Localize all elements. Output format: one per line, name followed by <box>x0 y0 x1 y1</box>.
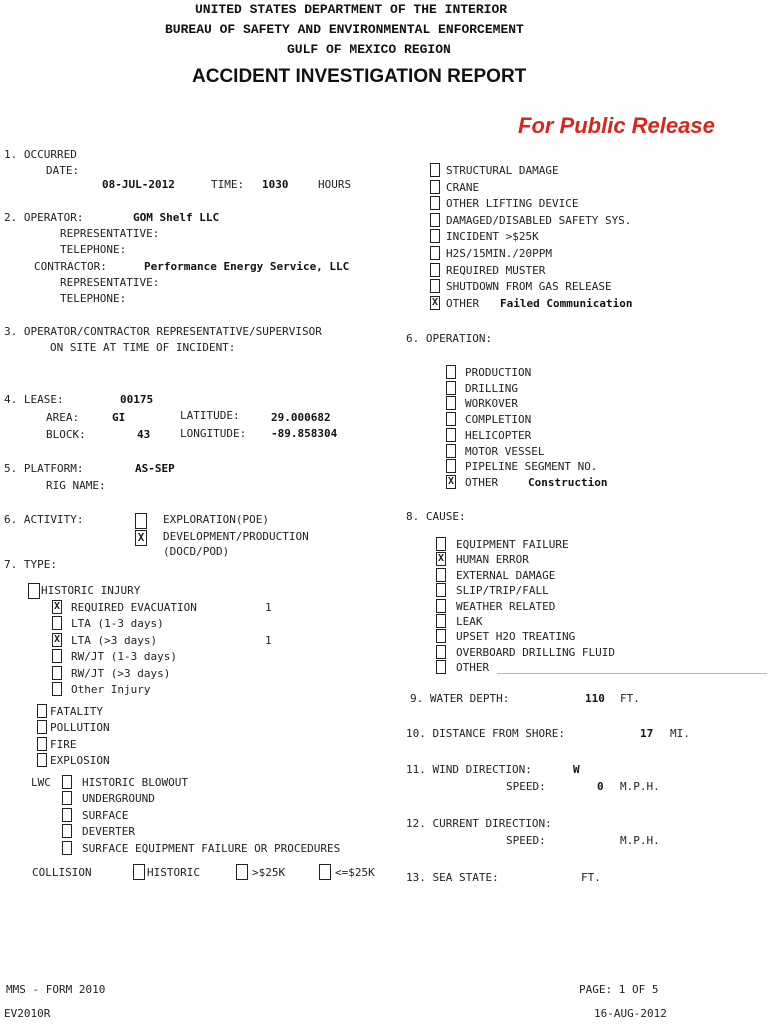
cause-equipment-failure-label: EQUIPMENT FAILURE <box>456 538 569 551</box>
lwc-label: LWC <box>31 776 51 789</box>
collision-over-25k-label: >$25K <box>252 866 286 879</box>
contractor-value: Performance Energy Service, LLC <box>144 260 350 273</box>
type-structural-damage-checkbox[interactable] <box>430 163 440 177</box>
type-other-lifting-device-checkbox[interactable] <box>430 196 440 210</box>
lwc-historic-blowout-label: HISTORIC BLOWOUT <box>82 776 188 789</box>
lwc-underground-checkbox[interactable] <box>62 791 72 805</box>
operation-pipeline-segment-no-label: PIPELINE SEGMENT NO. <box>465 460 598 474</box>
supervisor-label: 3. OPERATOR/CONTRACTOR REPRESENTATIVE/SUPERVISOR <box>4 325 322 338</box>
cause-equipment-failure-checkbox[interactable] <box>436 537 446 551</box>
lwc-surface-equipment-failure-or-procedures-checkbox[interactable] <box>62 841 72 855</box>
block-value: 43 <box>137 428 151 441</box>
lease-label: 4. LEASE: <box>4 393 64 406</box>
public-release-stamp: For Public Release <box>518 113 715 138</box>
operator-label: 2. OPERATOR: <box>4 211 84 224</box>
injury-rw-jt-3-days-checkbox[interactable] <box>52 666 62 680</box>
exploration-checkbox[interactable] <box>135 513 147 529</box>
collision-historic-label: HISTORIC <box>147 866 200 879</box>
current-speed-label: SPEED: <box>506 834 546 847</box>
type-label: 7. TYPE: <box>4 558 57 571</box>
injury-rw-jt-3-days-label: RW/JT (>3 days) <box>71 666 171 680</box>
type-crane-checkbox[interactable] <box>430 180 440 194</box>
operation-motor-vessel-checkbox[interactable] <box>446 444 456 458</box>
operation-label: 6. OPERATION: <box>406 332 493 345</box>
agency-line-2: BUREAU OF SAFETY AND ENVIRONMENTAL ENFORCEMENT <box>165 22 524 37</box>
cause-overboard-drilling-fluid-checkbox[interactable] <box>436 645 446 659</box>
operation-other-checkbox[interactable]: X <box>447 475 455 487</box>
wind-direction-value: W <box>573 763 580 776</box>
date-value: 08-JUL-2012 <box>102 178 175 191</box>
injury-other-injury-label: Other Injury <box>71 683 151 696</box>
longitude-value: -89.858304 <box>271 427 338 440</box>
operation-helicopter-label: HELICOPTER <box>465 428 532 442</box>
type-required-muster-label: REQUIRED MUSTER <box>446 263 546 277</box>
operator-value: GOM Shelf LLC <box>133 211 220 224</box>
cause-slip-trip-fall-checkbox[interactable] <box>436 583 446 597</box>
block-label: BLOCK: <box>46 428 86 441</box>
rig-name-label: RIG NAME: <box>46 479 106 492</box>
distance-label: 10. DISTANCE FROM SHORE: <box>406 727 565 740</box>
distance-unit: MI. <box>670 727 690 740</box>
injury-rw-jt-1-3-days-label: RW/JT (1-3 days) <box>71 650 177 664</box>
operation-workover-checkbox[interactable] <box>446 396 456 410</box>
cause-upset-h2o-treating-label: UPSET H2O TREATING <box>456 630 576 644</box>
lwc-deverter-label: DEVERTER <box>82 825 135 839</box>
type-other-lifting-device-label: OTHER LIFTING DEVICE <box>446 197 579 211</box>
report-code: EV2010R <box>4 1007 51 1020</box>
cause-other-label: OTHER <box>456 661 490 675</box>
cause-other-line <box>497 673 767 674</box>
operation-other-value: Construction <box>528 476 608 489</box>
injury-lta-3-days-checkbox[interactable]: X <box>53 633 61 645</box>
type-shutdown-from-gas-release-checkbox[interactable] <box>430 279 440 293</box>
lwc-underground-label: UNDERGROUND <box>82 792 155 806</box>
development-checkbox[interactable]: X <box>135 530 147 546</box>
sea-state-unit: FT. <box>581 871 601 884</box>
operation-drilling-label: DRILLING <box>465 381 518 395</box>
supervisor-label-2: ON SITE AT TIME OF INCIDENT: <box>50 341 236 354</box>
type-other-checkbox[interactable]: X <box>431 296 439 308</box>
cause-overboard-drilling-fluid-label: OVERBOARD DRILLING FLUID <box>456 645 615 659</box>
type-fire-checkbox[interactable] <box>37 737 47 751</box>
date-label: DATE: <box>46 164 80 177</box>
type-fire-label: FIRE <box>50 737 77 751</box>
operation-drilling-checkbox[interactable] <box>446 381 456 395</box>
type-incident-25k-checkbox[interactable] <box>430 229 440 243</box>
operation-production-label: PRODUCTION <box>465 366 532 379</box>
historic-injury-label: HISTORIC INJURY <box>41 584 141 597</box>
injury-lta-1-3-days-label: LTA (1-3 days) <box>71 617 164 631</box>
type-crane-label: CRANE <box>446 180 480 194</box>
platform-label: 5. PLATFORM: <box>4 462 84 475</box>
type-h2s-15min-20ppm-checkbox[interactable] <box>430 246 440 260</box>
cause-upset-h2o-treating-checkbox[interactable] <box>436 629 446 643</box>
contractor-telephone-label: TELEPHONE: <box>60 292 127 305</box>
longitude-label: LONGITUDE: <box>180 427 247 440</box>
platform-value: AS-SEP <box>135 462 175 475</box>
wind-speed-label: SPEED: <box>506 780 546 793</box>
operation-motor-vessel-label: MOTOR VESSEL <box>465 444 545 458</box>
latitude-value: 29.000682 <box>271 411 331 424</box>
cause-weather-related-label: WEATHER RELATED <box>456 599 556 613</box>
distance-value: 17 <box>640 727 654 740</box>
cause-weather-related-checkbox[interactable] <box>436 599 446 613</box>
collision-over-25k-checkbox[interactable] <box>236 864 248 880</box>
operation-other-label: OTHER <box>465 475 499 489</box>
lease-value: 00175 <box>120 393 154 406</box>
injury-required-evacuation-checkbox[interactable]: X <box>53 601 61 612</box>
operation-workover-label: WORKOVER <box>465 397 518 411</box>
injury-required-evacuation-label: REQUIRED EVACUATION <box>71 601 197 614</box>
development-label-2: (DOCD/POD) <box>163 545 230 558</box>
type-explosion-label: EXPLOSION <box>50 754 110 768</box>
type-fatality-label: FATALITY <box>50 705 103 718</box>
water-depth-value: 110 <box>585 692 605 705</box>
operator-telephone-label: TELEPHONE: <box>60 243 127 256</box>
wind-speed-unit: M.P.H. <box>620 780 660 793</box>
operator-representative-label: REPRESENTATIVE: <box>60 227 160 240</box>
contractor-representative-label: REPRESENTATIVE: <box>60 276 160 289</box>
lwc-surface-checkbox[interactable] <box>62 808 72 822</box>
type-pollution-checkbox[interactable] <box>37 720 47 734</box>
print-date: 16-AUG-2012 <box>594 1007 667 1020</box>
type-pollution-label: POLLUTION <box>50 721 110 735</box>
type-explosion-checkbox[interactable] <box>37 753 47 767</box>
injury-lta-1-3-days-checkbox[interactable] <box>52 616 62 630</box>
type-incident-25k-label: INCIDENT >$25K <box>446 230 539 244</box>
type-damaged-disabled-safety-sys-checkbox[interactable] <box>430 213 440 227</box>
type-fatality-checkbox[interactable] <box>37 704 47 718</box>
latitude-label: LATITUDE: <box>180 409 240 422</box>
collision-under-25k-label: <=$25K <box>335 866 375 879</box>
cause-external-damage-checkbox[interactable] <box>436 568 446 582</box>
cause-other-checkbox[interactable] <box>436 660 446 674</box>
lwc-deverter-checkbox[interactable] <box>62 824 72 838</box>
cause-human-error-label: HUMAN ERROR <box>456 553 529 567</box>
operation-completion-label: COMPLETION <box>465 413 532 427</box>
form-number: MMS - FORM 2010 <box>6 983 106 996</box>
cause-external-damage-label: EXTERNAL DAMAGE <box>456 568 556 582</box>
water-depth-unit: FT. <box>620 692 640 705</box>
cause-leak-checkbox[interactable] <box>436 614 446 628</box>
injury-lta-3-days-label: LTA (>3 days) <box>71 633 158 647</box>
wind-direction-label: 11. WIND DIRECTION: <box>406 763 532 776</box>
operation-pipeline-segment-no-checkbox[interactable] <box>446 459 456 473</box>
water-depth-label: 9. WATER DEPTH: <box>410 692 510 705</box>
collision-historic-checkbox[interactable] <box>133 864 145 880</box>
hours-label: HOURS <box>318 178 352 191</box>
sea-state-label: 13. SEA STATE: <box>406 871 499 884</box>
type-damaged-disabled-safety-sys-label: DAMAGED/DISABLED SAFETY SYS. <box>446 213 632 227</box>
injury-rw-jt-1-3-days-checkbox[interactable] <box>52 649 62 663</box>
report-title: ACCIDENT INVESTIGATION REPORT <box>192 66 527 87</box>
lwc-historic-blowout-checkbox[interactable] <box>62 775 72 789</box>
area-label: AREA: <box>46 411 80 424</box>
injury-count: 1 <box>265 633 272 647</box>
page-number: PAGE: 1 OF 5 <box>579 983 659 996</box>
agency-line-1: UNITED STATES DEPARTMENT OF THE INTERIOR <box>195 2 508 17</box>
type-required-muster-checkbox[interactable] <box>430 263 440 277</box>
type-other-label: OTHER <box>446 296 480 310</box>
operation-production-checkbox[interactable] <box>446 365 456 379</box>
type-structural-damage-label: STRUCTURAL DAMAGE <box>446 164 559 177</box>
occurred-label: 1. OCCURRED <box>4 148 77 161</box>
activity-label: 6. ACTIVITY: <box>4 513 84 526</box>
contractor-label: CONTRACTOR: <box>34 260 107 273</box>
type-other-value: Failed Communication <box>500 297 633 310</box>
lwc-surface-label: SURFACE <box>82 808 129 822</box>
historic-injury-checkbox[interactable] <box>28 583 40 599</box>
current-speed-unit: M.P.H. <box>620 834 660 847</box>
injury-count: 1 <box>265 601 272 614</box>
collision-under-25k-checkbox[interactable] <box>319 864 331 880</box>
cause-label: 8. CAUSE: <box>406 510 466 523</box>
exploration-label: EXPLORATION(POE) <box>163 513 269 526</box>
collision-label: COLLISION <box>32 866 92 879</box>
operation-completion-checkbox[interactable] <box>446 412 456 426</box>
lwc-surface-equipment-failure-or-procedures-label: SURFACE EQUIPMENT FAILURE OR PROCEDURES <box>82 841 341 855</box>
wind-speed-value: 0 <box>597 780 604 793</box>
agency-line-3: GULF OF MEXICO REGION <box>287 42 451 57</box>
operation-helicopter-checkbox[interactable] <box>446 428 456 442</box>
area-value: GI <box>112 411 126 424</box>
time-label: TIME: <box>211 178 245 191</box>
cause-leak-label: LEAK <box>456 615 483 628</box>
current-direction-label: 12. CURRENT DIRECTION: <box>406 817 552 830</box>
cause-human-error-checkbox[interactable]: X <box>437 553 445 565</box>
injury-other-injury-checkbox[interactable] <box>52 682 62 696</box>
type-h2s-15min-20ppm-label: H2S/15MIN./20PPM <box>446 247 552 260</box>
development-label: DEVELOPMENT/PRODUCTION <box>163 530 309 543</box>
cause-slip-trip-fall-label: SLIP/TRIP/FALL <box>456 584 549 598</box>
type-shutdown-from-gas-release-label: SHUTDOWN FROM GAS RELEASE <box>446 280 612 294</box>
time-value: 1030 <box>262 178 289 191</box>
